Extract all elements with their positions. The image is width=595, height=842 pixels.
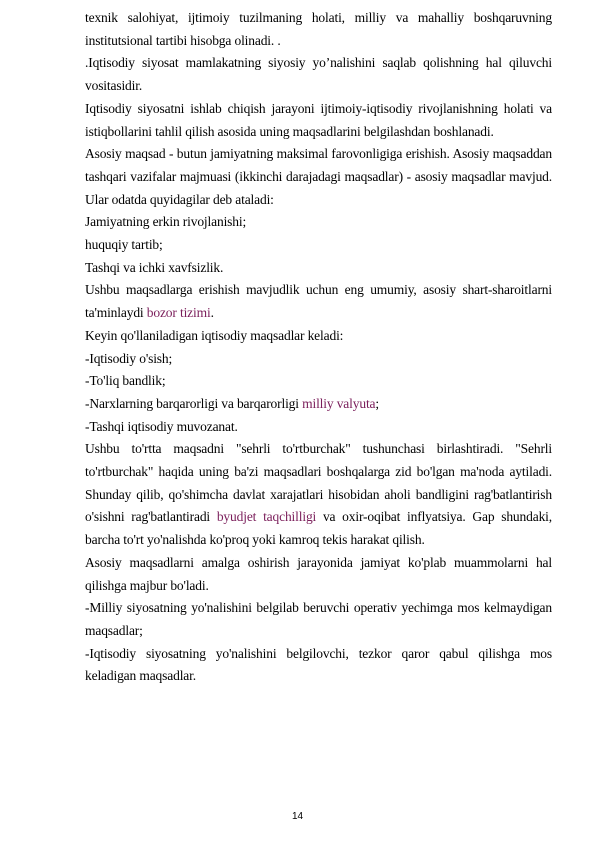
list-item: -Milliy siyosatning yo'nalishini belgilab beruvchi operativ yechimga mos kelmaydigan maqsadlar;: [85, 600, 552, 638]
page-number: 14: [291, 811, 304, 822]
paragraph: .Iqtisodiy siyosat mamlakatning siyosiy yo’nalishini saqlab qolishning hal qiluvchi vositasidir.: [85, 55, 552, 94]
paragraph: Keyin qo'llaniladigan iqtisodiy maqsadlar keladi:: [85, 327, 344, 343]
paragraph-text: Ushbu to'rtta maqsadni "sehrli to'rtburchak" tushunchasi birlashtiradi. "Sehrli to'rtburchak" haqida uning ba'zi maqsadlari boshqalarga zid bo'lgan ma'noda aytiladi. Shunday qilib, qo'shimcha davlat xarajatlari hisobidan aholi bandligini rag'batlantirish o'sishni rag'batlantiradi: [85, 441, 552, 525]
paragraph-text: va oxir-oqibat inflyatsiya. Gap shundaki, barcha to'rt yo'nalishda ko'proq yoki kamroq tekis harakat qilish.: [85, 509, 552, 548]
list-item: [85, 393, 552, 416]
list-item: -Iqtisodiy siyosatning yo'nalishini belgilovchi, tezkor qaror qabul qilishga mos keladigan maqsadlar.: [85, 645, 552, 684]
paragraph-text: -Narxlarning barqarorligi va barqarorligi: [85, 395, 303, 411]
list-item: Tashqi va ichki xavfsizlik.: [85, 259, 224, 275]
link-byudjet-taqchilligi[interactable]: byudjet taqchilligi: [216, 509, 317, 525]
paragraph: [85, 279, 552, 324]
paragraph: [85, 438, 552, 552]
link-bozor-tizimi[interactable]: bozor tizimi: [146, 305, 211, 321]
paragraph: texnik salohiyat, ijtimoiy tuzilmaning holati, milliy va mahalliy boshqaruvning institutsional tartibi hisobga olinadi. .: [85, 10, 552, 48]
list-item: huquqiy tartib;: [85, 237, 163, 253]
link-milliy-valyuta[interactable]: milliy valyuta: [302, 395, 376, 411]
paragraph: Asosiy maqsad - butun jamiyatning maksimal farovonligiga erishish. Asosiy maqsaddan tashqari vazifalar majmuasi (ikkinchi darajadagi maqsadlar) - asosiy maqsadlar mavjud. Ular odatda quyidagilar deb ataladi:: [85, 146, 552, 207]
body-text: [85, 7, 552, 688]
paragraph: Asosiy maqsadlarni amalga oshirish jarayonida jamiyat ko'plab muammolarni hal qilishga majbur bo'ladi.: [85, 554, 552, 593]
list-item: -Iqtisodiy o'sish;: [85, 350, 173, 366]
list-item: -Tashqi iqtisodiy muvozanat.: [85, 418, 238, 434]
list-item: -To'liq bandlik;: [85, 373, 166, 389]
list-item: Jamiyatning erkin rivojlanishi;: [85, 214, 247, 230]
paragraph: Iqtisodiy siyosatni ishlab chiqish jarayoni ijtimoiy-iqtisodiy rivojlanishning holati va istiqbollarini tahlil qilish asosida uning maqsadlarini belgilashdan boshlanadi.: [85, 100, 552, 139]
paragraph-text: .: [210, 305, 214, 321]
paragraph-text: ;: [375, 395, 379, 411]
paragraph-text: Ushbu maqsadlarga erishish mavjudlik uchun eng umumiy, asosiy shart-sharoitlarni ta'minlaydi: [85, 282, 552, 321]
